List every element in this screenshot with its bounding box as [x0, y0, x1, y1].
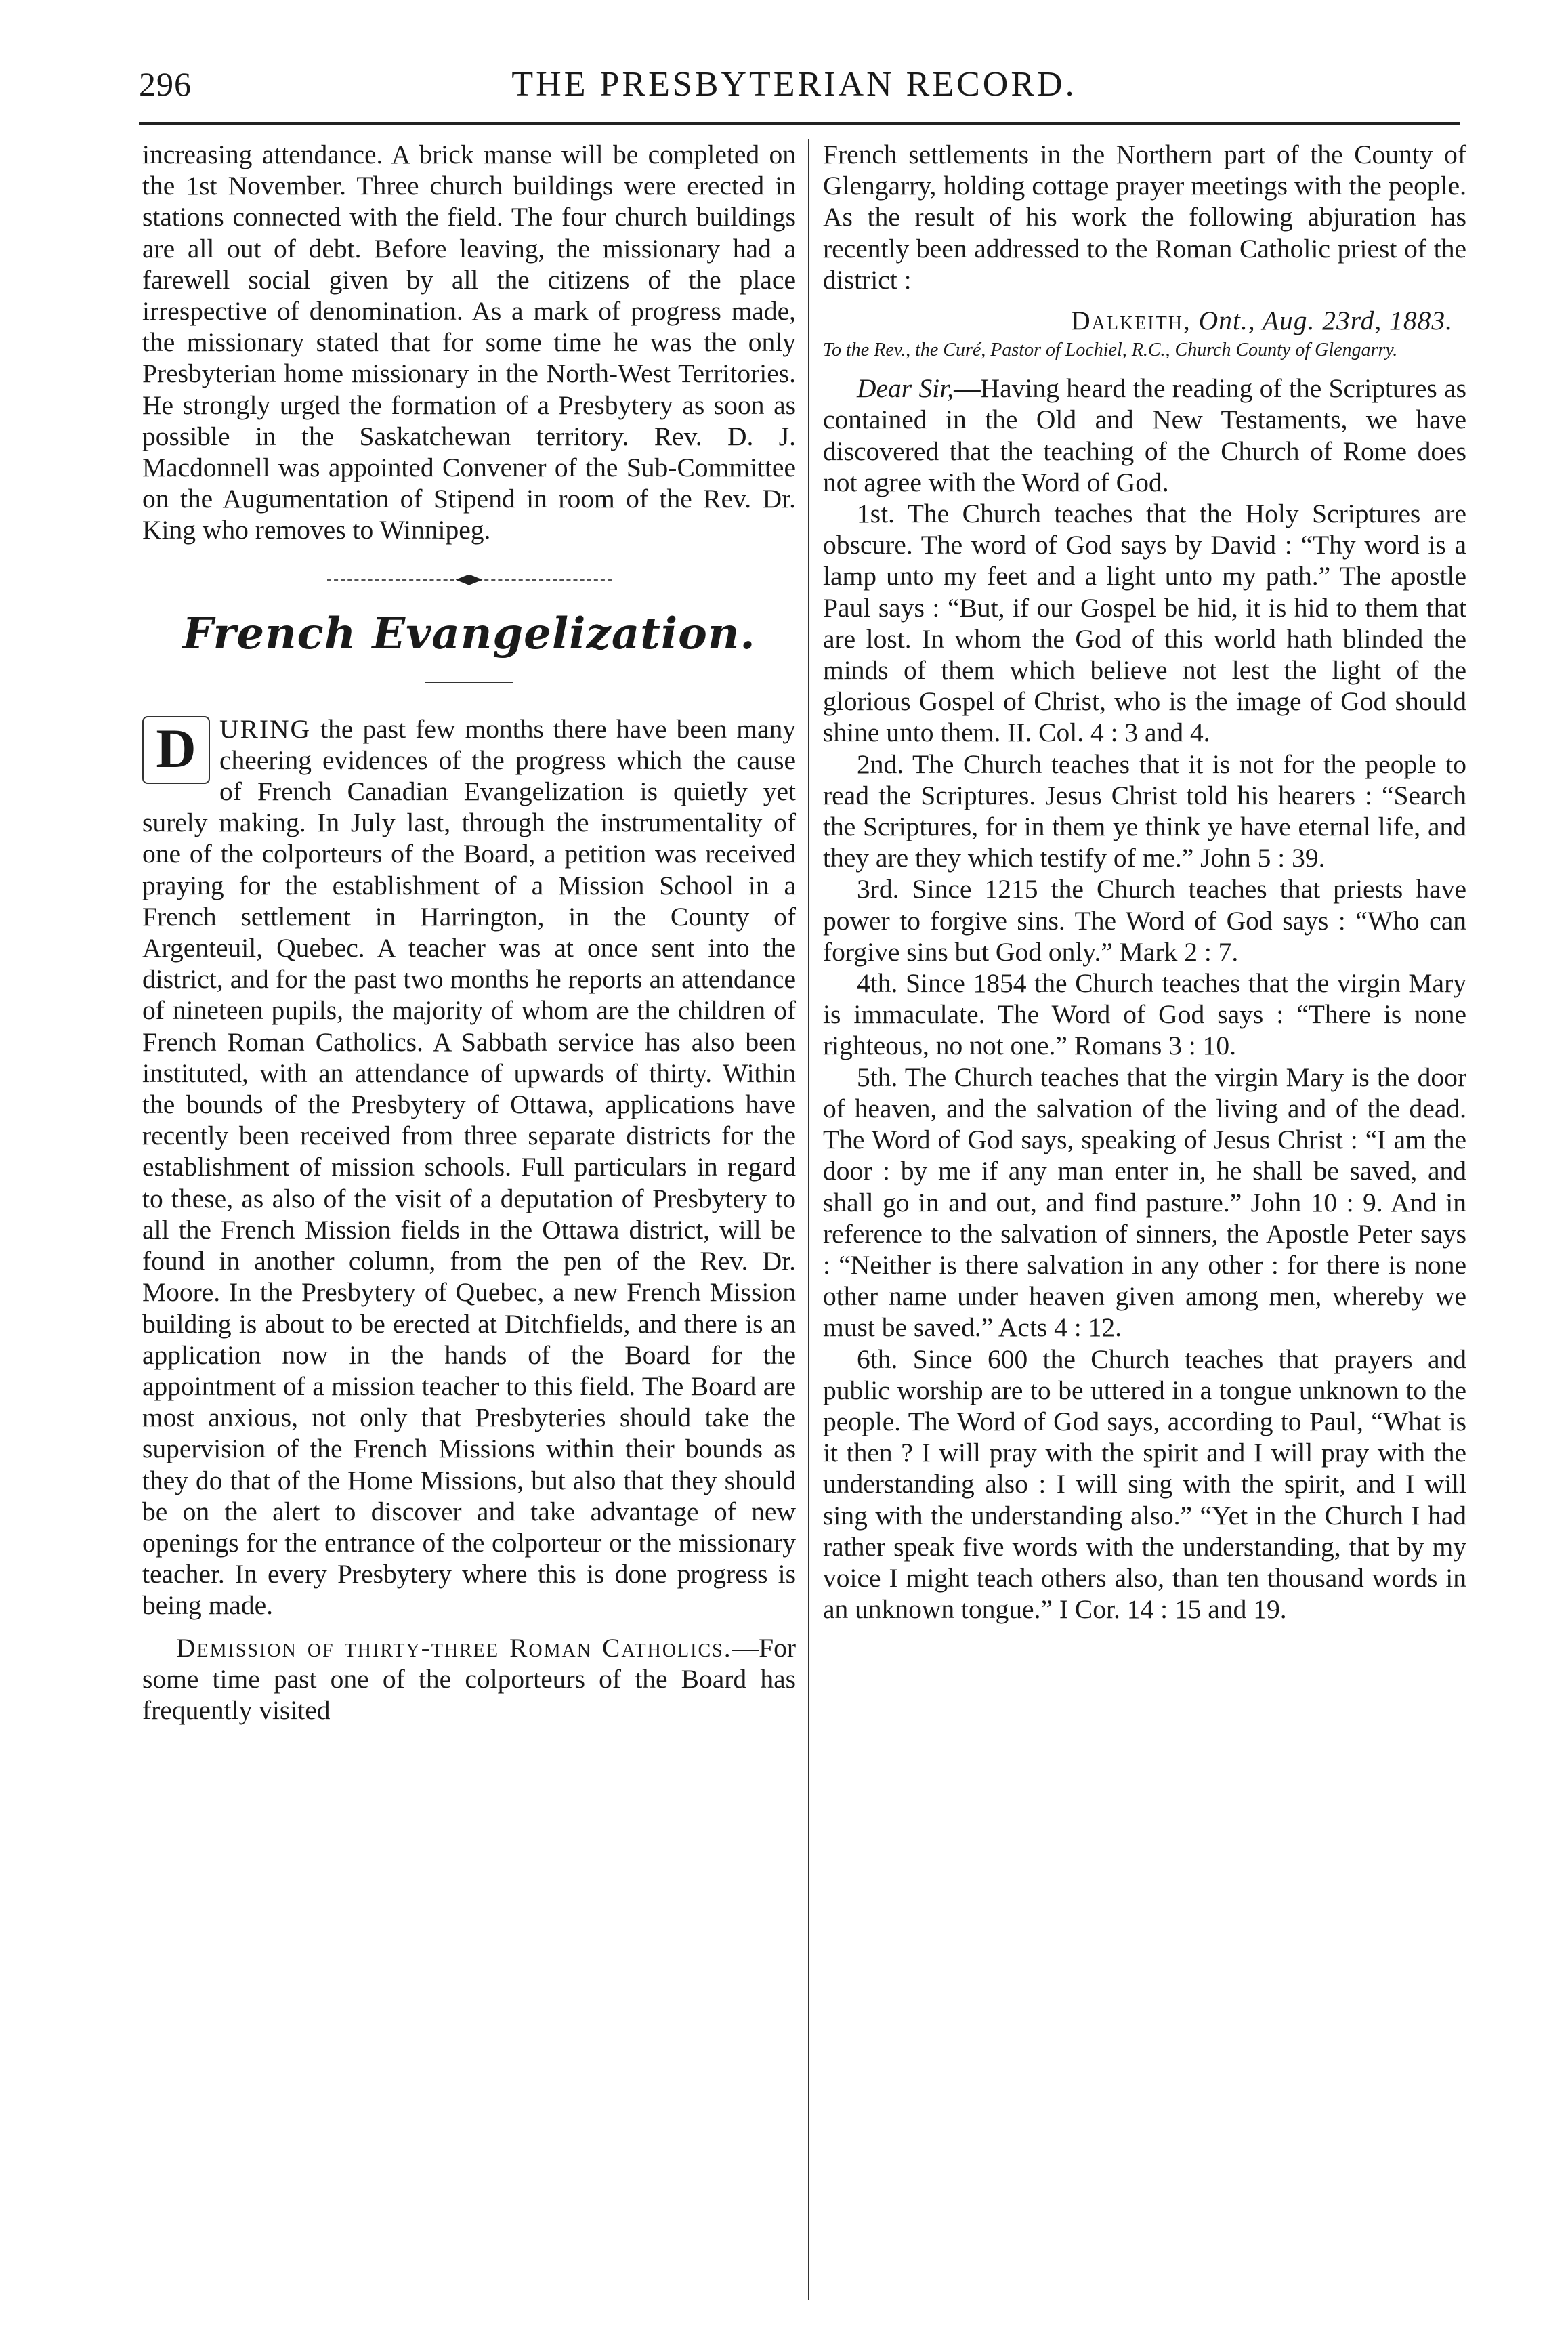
right-column	[823, 139, 1466, 1625]
salutation: Dear Sir,	[857, 373, 954, 404]
page-number: 296	[139, 65, 192, 103]
drop-cap: D	[142, 716, 210, 784]
letter-intro-text: —Having heard the reading of the Scriptures as contained in the Old and New Testaments, we have discovered that the teaching of the Church of Rome does not agree with the Word of God.	[823, 373, 1466, 497]
dateline-date: Ont., Aug. 23rd, 1883.	[1198, 306, 1453, 336]
point-3: 3rd. Since 1215 the Church teaches that priests have power to forgive sins. The Word of God says : “Who can forgive sins but God only.” Mark 2 : 7.	[823, 874, 1466, 967]
diamond-ornament-icon	[456, 575, 483, 585]
point-5: 5th. The Church teaches that the virgin Mary is the door of heaven, and the salvation of the living and of the dead. The Word of God says, speaking of Jesus Christ : “I am the door : by me if any man enter in, he shall be saved, and shall go in and out, and find pasture.” John 10 : 9. And in reference to the salvation of sinners, the Apostle Peter says : “Neither is there salvation in any other : for there is none other name under heaven given among men, whereby we must be saved.” Acts 4 : 12.	[823, 1062, 1466, 1343]
demission-lead: Demission of thirty-three Roman Catholics.	[176, 1632, 732, 1663]
point-6: 6th. Since 600 the Church teaches that prayers and public worship are to be uttered in a tongue unknown to the people. The Word of God says, according to Paul, “What is it then ? I will pray with the spirit and I will pray with the understanding also : I will sing with the spirit, and I will sing with the understanding also.” “Yet in the Church I had rather speak five words with the understanding, that by my voice I might teach others also, than ten thousand words in an unknown tongue.” I Cor. 14 : 15 and 19.	[823, 1344, 1466, 1625]
running-head	[139, 64, 1449, 119]
letter-intro	[823, 373, 1466, 498]
paragraph-demission	[142, 1632, 796, 1726]
demission-text: —For some time past one of the colporteurs of the Board has frequently visited	[142, 1632, 796, 1725]
paragraph-glengarry: French settlements in the Northern part of the County of Glengarry, holding cottage prayer meetings with the people. As the result of his work the following abjuration has recently been addressed to the Roman Catholic priest of the district :	[823, 140, 1466, 295]
left-column	[142, 139, 796, 1726]
drop-cap-continuation: URING	[219, 713, 312, 744]
section-heading: French Evangelization.	[182, 608, 756, 659]
short-rule	[425, 682, 513, 683]
letter-address: To the Rev., the Curé, Pastor of Lochiel, R.C., Church County of Glengarry.	[823, 339, 1398, 361]
dateline	[823, 305, 1466, 336]
dateline-place: Dalkeith,	[1071, 306, 1191, 336]
paragraph-evangelization	[142, 713, 796, 1621]
point-2: 2nd. The Church teaches that it is not for the people to read the Scriptures. Jesus Christ told his hearers : “Search the Scriptures, for in them ye think ye have eternal life, and they are they which testify of me.” John 5 : 39.	[823, 749, 1466, 873]
point-1: 1st. The Church teaches that the Holy Scriptures are obscure. The word of God says by David : “Thy word is a lamp unto my feet and a light unto my path.” The apostle Paul says : “But, if our Gospel be hid, it is hid to them that are lost. In whom the God of this world hath blinded the minds of them which believe not lest the light of the glorious Gospel of Christ, who is the image of God should shine unto them. II. Col. 4 : 3 and 4.	[823, 499, 1466, 748]
header-rule	[139, 122, 1460, 125]
paragraph-evangelization-text: the past few months there have been many cheering evidences of the progress which the cause of French Canadian Evangelization is quietly yet surely making. In July last, through the instrumentality of one of the colporteurs of the Board, a petition was received praying for the establishment of a Mission School in a French settlement in Harrington, in the County of Argenteuil, Quebec. A teacher was at once sent into the district, and for the past two months he reports an attendance of nineteen pupils, the majority of whom are the children of French Roman Catholics. A Sabbath service has also been instituted, with an attendance of upwards of thirty. Within the bounds of the Presbytery of Ottawa, applications have recently been received from three separate districts for the establishment of mission schools. Full particulars in regard to these, as also of the visit of a deputation of Presbytery to all the French Mission fields in the Ottawa district, will be found in another column, from the pen of the Rev. Dr. Moore. In the Presbytery of Quebec, a new French Mission building is about to be erected at Ditchfields, and there is an application now in the hands of the Board for the appointment of a mission teacher to this field. The Board are most anxious, not only that Presbyteries should take the supervision of the French Missions within their bounds as they do that of the Home Missions, but also that they should be on the alert to discover and take advantage of new openings for the entrance of the colporteur or the missionary teacher. In every Presbytery where this is done progress is being made.	[142, 713, 797, 1621]
point-4: 4th. Since 1854 the Church teaches that the virgin Mary is immaculate. The Word of God says : “There is none righteous, no not one.” Romans 3 : 10.	[823, 968, 1466, 1061]
ornament-divider	[327, 573, 612, 587]
column-divider	[808, 139, 809, 2300]
journal-title: THE PRESBYTERIAN RECORD.	[511, 65, 1077, 104]
paragraph-manse: increasing attendance. A brick manse will be completed on the 1st November. Three church buildings were erected in stations connected with the field. The four church buildings are all out of debt. Before leaving, the missionary had a farewell social given by all the citizens of the place irrespective of denomination. As a mark of progress made, the missionary stated that for some time he was the only Presbyterian home missionary in the North-West Territories. He strongly urged the formation of a Presbytery as soon as possible in the Saskatchewan territory. Rev. D. J. Macdonnell was appointed Convener of the Sub-Committee on the Augumentation of Stipend in room of the Rev. Dr. King who removes to Winnipeg.	[142, 140, 796, 545]
